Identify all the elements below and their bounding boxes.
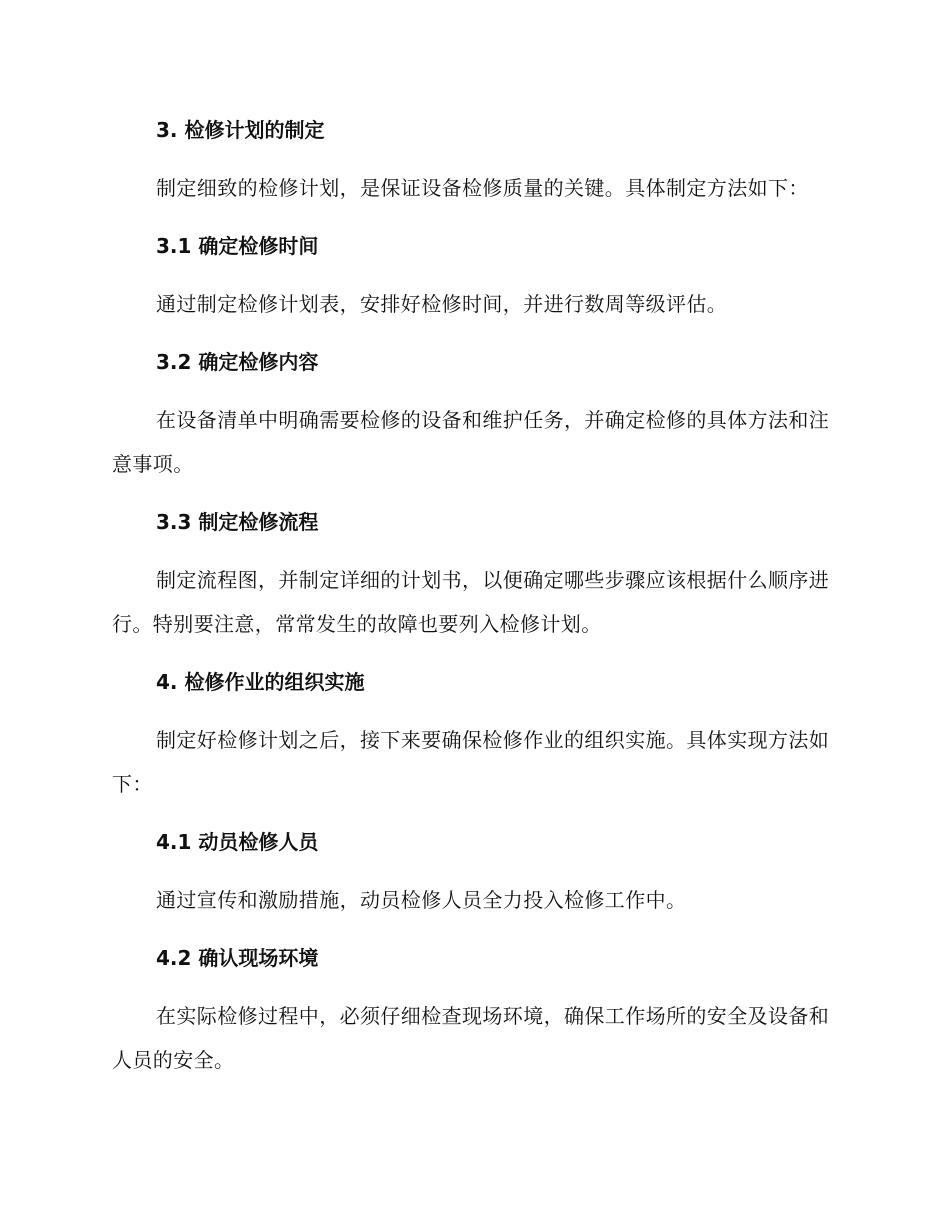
section-heading-3-1: 3.1 确定检修时间 — [156, 234, 319, 258]
paragraph-4-2: 在实际检修过程中，必须仔细检查现场环境，确保工作场所的安全及设备和人员的安全。 — [112, 1004, 830, 1072]
paragraph-4-intro: 制定好检修计划之后，接下来要确保检修作业的组织实施。具体实现方法如下： — [112, 728, 830, 796]
section-heading-3: 3. 检修计划的制定 — [156, 118, 325, 142]
paragraph-4-1: 通过宣传和激励措施，动员检修人员全力投入检修工作中。 — [156, 888, 687, 912]
paragraph-3-1: 通过制定检修计划表，安排好检修时间，并进行数周等级评估。 — [156, 292, 728, 316]
section-heading-3-3: 3.3 制定检修流程 — [156, 510, 319, 534]
section-heading-4: 4. 检修作业的组织实施 — [156, 670, 365, 694]
section-heading-3-2: 3.2 确定检修内容 — [156, 350, 319, 374]
section-heading-4-2: 4.2 确认现场环境 — [156, 946, 319, 970]
paragraph-3-2: 在设备清单中明确需要检修的设备和维护任务，并确定检修的具体方法和注意事项。 — [112, 408, 830, 476]
paragraph-3-3: 制定流程图，并制定详细的计划书，以便确定哪些步骤应该根据什么顺序进行。特别要注意，常常发生的故障也要列入检修计划。 — [112, 568, 830, 636]
document-page — [112, 108, 832, 1096]
section-heading-4-1: 4.1 动员检修人员 — [156, 830, 319, 854]
paragraph-3-intro: 制定细致的检修计划，是保证设备检修质量的关键。具体制定方法如下： — [156, 176, 809, 200]
